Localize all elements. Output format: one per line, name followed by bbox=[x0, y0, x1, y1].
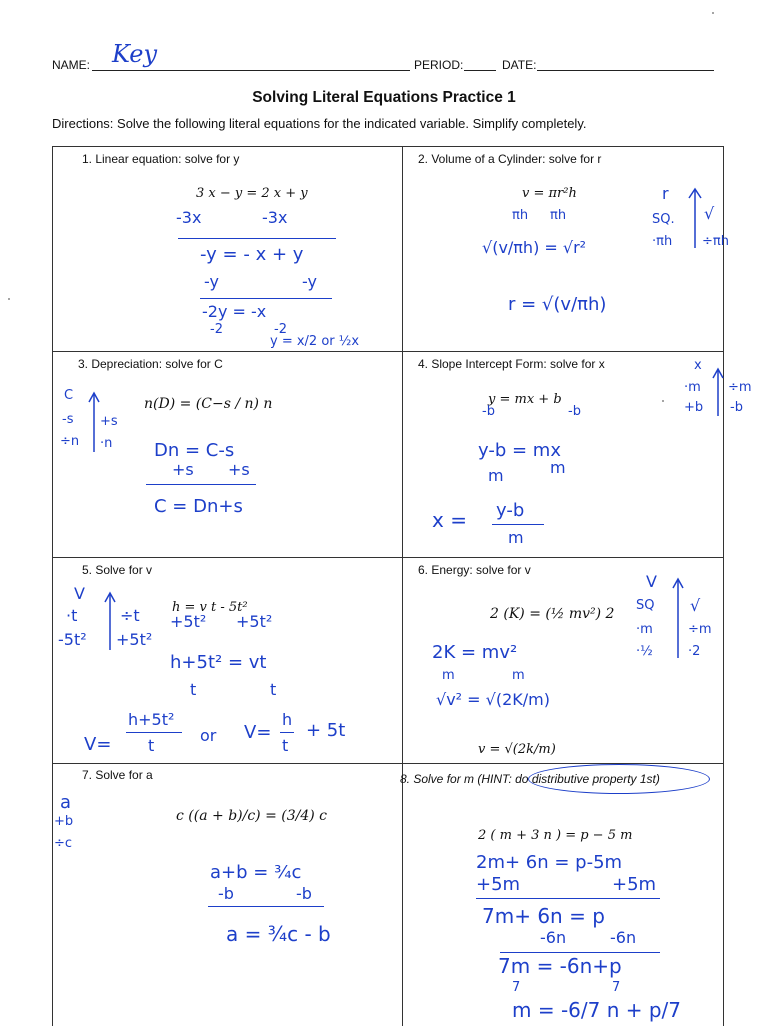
period-line bbox=[464, 70, 496, 71]
work-6-step: ÷m bbox=[688, 622, 712, 637]
work-5-step: h+5t² bbox=[128, 710, 175, 729]
work-5-step: +5t² bbox=[116, 630, 153, 649]
work-8-step: -6n bbox=[540, 928, 567, 947]
work-4-step: -b bbox=[568, 404, 581, 419]
name-line bbox=[92, 70, 410, 71]
problem-1-heading: 1. Linear equation: solve for y bbox=[82, 152, 240, 166]
work-8-step: 7m+ 6n = p bbox=[482, 904, 605, 928]
work-3-step: -s bbox=[62, 412, 74, 427]
problem-2-equation: v = πr²h bbox=[522, 186, 577, 201]
name-label: NAME: bbox=[52, 58, 91, 72]
work-4-step: x bbox=[694, 358, 702, 373]
work-4-arrow bbox=[712, 366, 724, 418]
work-1-step: -2y = -x bbox=[202, 302, 267, 321]
work-2-step: πh bbox=[512, 208, 529, 223]
work-2-step: √ bbox=[704, 204, 715, 223]
work-5-step: ·t bbox=[66, 606, 78, 625]
scan-speck bbox=[8, 298, 10, 300]
work-5-step: ÷t bbox=[120, 606, 140, 625]
work-4-step: m bbox=[550, 458, 566, 477]
work-7-step: -b bbox=[218, 884, 234, 903]
work-2-step: πh bbox=[550, 208, 567, 223]
work-4-step: m bbox=[488, 466, 504, 485]
work-2-step: ÷πh bbox=[702, 234, 729, 249]
work-5-step: t bbox=[190, 680, 197, 699]
grid-line bbox=[53, 557, 723, 558]
work-4-step: y-b = mx bbox=[478, 440, 561, 461]
period-label: PERIOD: bbox=[414, 58, 464, 72]
work-1-step: -2 bbox=[274, 322, 287, 337]
name-value: Key bbox=[112, 40, 158, 68]
work-8-step: +5m bbox=[476, 874, 521, 895]
work-2-step: r = √(v/πh) bbox=[508, 294, 607, 315]
work-1-step: -3x bbox=[262, 208, 288, 227]
work-2-arrow bbox=[688, 186, 702, 250]
work-3-step: +s bbox=[228, 460, 250, 479]
work-1-step: -3x bbox=[176, 208, 202, 227]
work-3-step: Dn = C-s bbox=[154, 440, 235, 461]
problem-4-heading: 4. Slope Intercept Form: solve for x bbox=[418, 357, 605, 371]
work-7-step: a bbox=[60, 792, 72, 813]
problem-8-heading: 8. Solve for m (HINT: do distributive property 1st) bbox=[400, 772, 660, 786]
page-title: Solving Literal Equations Practice 1 bbox=[252, 89, 516, 106]
work-7-bar bbox=[208, 906, 324, 907]
work-3-step: +s bbox=[100, 414, 118, 429]
work-6-step: V bbox=[646, 572, 657, 591]
problem-8-equation: 2 ( m + 3 n ) = p − 5 m bbox=[478, 828, 633, 843]
work-3-bar bbox=[146, 484, 256, 485]
work-5-step: -5t² bbox=[58, 630, 87, 649]
work-1-step: -2 bbox=[210, 322, 223, 337]
work-1-step: y = x/2 or ½x bbox=[270, 334, 360, 349]
work-3-step: ·n bbox=[100, 436, 113, 451]
work-4-step: +b bbox=[684, 400, 704, 415]
work-5-step: + 5t bbox=[306, 720, 346, 741]
work-1-bar bbox=[178, 238, 336, 239]
work-1-bar bbox=[200, 298, 332, 299]
work-8-step: m = -6/7 n + p/7 bbox=[512, 998, 682, 1022]
work-3-step: C = Dn+s bbox=[154, 496, 243, 517]
grid-divider bbox=[402, 146, 403, 1026]
work-8-step: -6n bbox=[610, 928, 637, 947]
work-6-step: SQ bbox=[636, 598, 655, 613]
work-2-step: SQ. bbox=[652, 212, 675, 227]
work-8-bar bbox=[500, 952, 660, 953]
date-label: DATE: bbox=[502, 58, 537, 72]
work-5-step: V bbox=[74, 584, 85, 603]
work-3-step: +s bbox=[172, 460, 194, 479]
work-6-step: m bbox=[512, 668, 525, 683]
work-5-step: or bbox=[200, 726, 217, 745]
work-5-step: t bbox=[270, 680, 277, 699]
work-6-arrow bbox=[672, 576, 684, 660]
work-3-step: C bbox=[64, 388, 74, 403]
work-7-step: a+b = ¾c bbox=[210, 862, 302, 883]
grid-line bbox=[53, 146, 723, 147]
problem-2-heading: 2. Volume of a Cylinder: solve for r bbox=[418, 152, 602, 166]
work-3-step: ÷n bbox=[60, 434, 80, 449]
work-5-bar bbox=[126, 732, 182, 733]
work-7-step: -b bbox=[296, 884, 312, 903]
work-4-step: y-b bbox=[496, 500, 525, 521]
work-2-step: √(v/πh) = √r² bbox=[482, 238, 587, 257]
work-7-step: ÷c bbox=[54, 836, 73, 851]
work-5-bar bbox=[280, 732, 294, 733]
work-5-step: +5t² bbox=[236, 612, 273, 631]
grid-line bbox=[53, 351, 723, 352]
problem-6-heading: 6. Energy: solve for v bbox=[418, 563, 531, 577]
work-8-step: +5m bbox=[612, 874, 657, 895]
work-8-step: 7 bbox=[612, 980, 621, 995]
problem-1-equation: 3 x − y = 2 x + y bbox=[196, 186, 308, 201]
work-5-step: V= bbox=[244, 722, 272, 743]
problem-5-equation: h = v t - 5t² bbox=[172, 600, 248, 615]
work-6-step: √v² = √(2K/m) bbox=[436, 690, 550, 709]
work-6-step: ·2 bbox=[688, 644, 701, 659]
work-1-step: -y bbox=[302, 272, 317, 291]
problem-3-heading: 3. Depreciation: solve for C bbox=[78, 357, 223, 371]
work-6-answer: v = √(2k/m) bbox=[478, 742, 556, 757]
work-4-step: m bbox=[508, 528, 524, 547]
date-line bbox=[537, 70, 714, 71]
work-6-step: ·½ bbox=[636, 644, 653, 659]
work-5-step: V= bbox=[84, 734, 112, 755]
work-6-step: ·m bbox=[636, 622, 653, 637]
problem-3-equation: n(D) = (C−s / n) n bbox=[144, 396, 273, 412]
work-4-bar bbox=[492, 524, 544, 525]
work-8-step: 7 bbox=[512, 980, 521, 995]
problem-4-equation: y = mx + b bbox=[488, 392, 562, 407]
work-4-step: ÷m bbox=[728, 380, 752, 395]
work-4-step: ·m bbox=[684, 380, 701, 395]
work-1-step: -y = - x + y bbox=[200, 244, 304, 265]
work-5-step: h+5t² = vt bbox=[170, 652, 267, 673]
work-8-bar bbox=[476, 898, 660, 899]
directions: Directions: Solve the following literal equations for the indicated variable. Simplify completely. bbox=[52, 116, 587, 131]
work-5-step: +5t² bbox=[170, 612, 207, 631]
work-1-step: -y bbox=[204, 272, 219, 291]
work-2-step: ·πh bbox=[652, 234, 673, 249]
work-8-circle bbox=[528, 764, 710, 794]
work-7-step: +b bbox=[54, 814, 74, 829]
work-2-step: r bbox=[662, 184, 669, 203]
work-6-step: m bbox=[442, 668, 455, 683]
work-5-step: h bbox=[282, 710, 293, 729]
problem-7-heading: 7. Solve for a bbox=[82, 768, 153, 782]
work-5-step: t bbox=[148, 736, 155, 755]
problem-7-equation: c ((a + b)/c) = (3/4) c bbox=[176, 808, 328, 824]
work-6-step: 2K = mv² bbox=[432, 642, 518, 663]
scan-speck bbox=[712, 12, 714, 14]
scan-speck bbox=[662, 400, 664, 402]
problem-6-equation: 2 (K) = (½ mv²) 2 bbox=[490, 606, 615, 622]
work-5-arrow bbox=[104, 590, 116, 652]
work-4-step: -b bbox=[482, 404, 495, 419]
work-7-step: a = ¾c - b bbox=[226, 922, 331, 946]
work-8-step: 2m+ 6n = p-5m bbox=[476, 852, 623, 873]
problem-5-heading: 5. Solve for v bbox=[82, 563, 153, 577]
work-3-arrow bbox=[88, 390, 100, 454]
work-6-step: √ bbox=[690, 596, 701, 615]
work-5-step: t bbox=[282, 736, 289, 755]
work-8-step: 7m = -6n+p bbox=[498, 954, 622, 978]
work-4-step: x = bbox=[432, 508, 467, 532]
work-4-step: -b bbox=[730, 400, 743, 415]
